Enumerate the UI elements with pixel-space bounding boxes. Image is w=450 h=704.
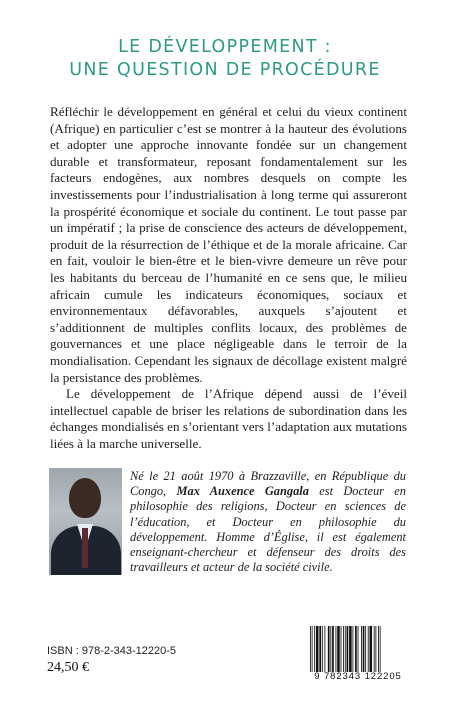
author-photo [49, 468, 122, 575]
book-title-line2: UNE QUESTION DE PROCÉDURE [69, 60, 381, 80]
author-bio [130, 469, 406, 575]
author-bio-intro: Né le 21 août 1970 à Brazzaville, en République du Congo, [130, 469, 406, 499]
author-photo-tie [82, 528, 88, 568]
summary-paragraph-1: Réfléchir le développement en général et celui du vieux continent (Afrique) en particulier c’est se montrer à la hauteur des évolutions et adopter une approche innovante fondée sur un changement durable et transformateur, reposant fondamentalement sur les facteurs endogènes, aux nombres desquels on compte les investissements pour l’industrialisation à long terme qui assureront la prospérité économique et sociale du continent. Le tout passe par un impératif ; la prise de conscience des acteurs de développement, produit de la résurrection de l’éthique et de la morale africaine. Car en fait, vouloir le bien-être et le bien-vivre demeure un rêve pour les habitants du berceau de l’humanité en ce sens que, le milieu africain cumule les indicateurs économiques, sociaux et environnementaux défavorables, auxquels s’ajoutent et s’additionnent de multiples conflits locaux, des problèmes de gouvernances et une place négligeable dans le terroir de la mondialisation. Cependant les signaux de décollage existent malgré la persistance des problèmes. [50, 104, 407, 385]
book-title [0, 36, 450, 82]
back-cover-summary [50, 104, 407, 452]
author-bio-rest: est Docteur en philosophie des religions, Docteur en sciences de l’éducation, et Docteur en philosophie du développement. Homme d’Église, il est également enseignant-chercheur et défenseur des droits des travailleurs et acteur de la société civile. [130, 484, 406, 575]
summary-paragraph-2: Le développement de l’Afrique dépend aussi de l’éveil intellectuel capable de briser les relations de subordination dans les échanges mondialisés en s’orientant vers l’adaptation aux mutations liées à la marche universelle. [50, 386, 407, 451]
isbn-label: ISBN : 978-2-343-12220-5 [47, 645, 177, 657]
barcode-bars [308, 626, 408, 672]
book-title-line1: LE DÉVELOPPEMENT : [118, 37, 332, 57]
author-photo-head [69, 478, 101, 518]
author-name: Max Auxence Gangala [176, 484, 309, 499]
price-label: 24,50 € [47, 660, 89, 675]
barcode-digits: 9 782343 122205 [314, 671, 402, 682]
